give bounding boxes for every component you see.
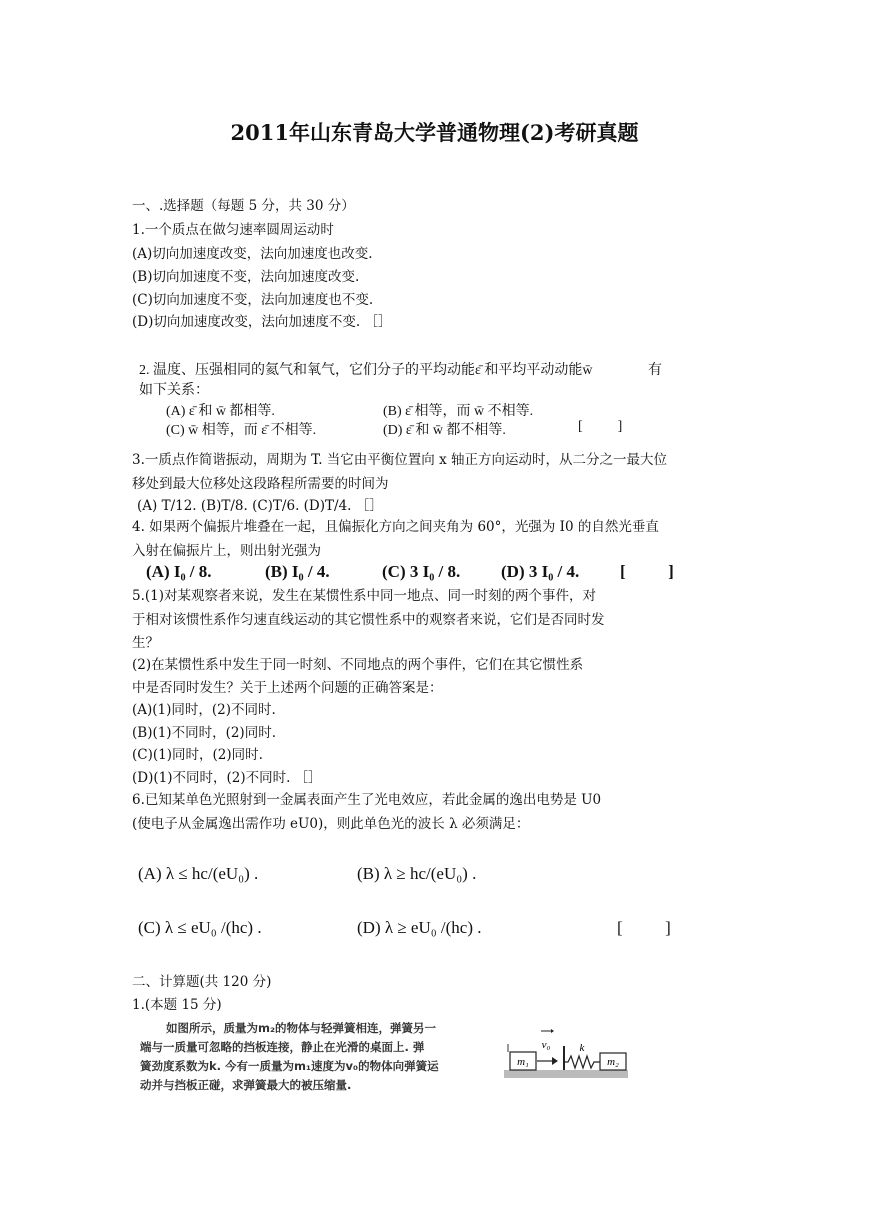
q3-stem-line2: 移处到最大位移处这段路程所需要的时间为 bbox=[132, 476, 389, 492]
q5-option-c: (C)(1)同时，(2)同时. bbox=[132, 747, 263, 763]
q2-option-d: (D) ε̄ 和 w̄ 都不相等. bbox=[383, 423, 506, 438]
q5-option-b: (B)(1)不同时，(2)同时. bbox=[132, 725, 276, 741]
q5-option-a: (A)(1)同时，(2)不同时. bbox=[132, 702, 276, 718]
q2-stem-end: 有 bbox=[648, 363, 662, 378]
section2-header: 二、计算题(共 120 分) bbox=[132, 974, 272, 990]
q2-answer-bracket: [ ] bbox=[578, 419, 623, 434]
q6-option-d: (D) λ ≥ eU₀ /(hc) . bbox=[357, 918, 482, 937]
q1-stem: 1.一个质点在做匀速率圆周运动时 bbox=[132, 222, 334, 238]
section1-header: 一、.选择题（每题 5 分，共 30 分） bbox=[132, 198, 355, 214]
q6-option-a: (A) λ ≤ hc/(eU₀) . bbox=[138, 864, 259, 883]
problem1-text-line1: 如图所示，质量为m₂的物体与轻弹簧相连，弹簧另一 bbox=[166, 1021, 437, 1035]
q6-answer-bracket: [ ] bbox=[617, 918, 671, 937]
mass-m1-label: m₁ bbox=[517, 1056, 529, 1068]
q5-line5: 中是否同时发生？关于上述两个问题的正确答案是： bbox=[132, 680, 443, 696]
q6-option-b: (B) λ ≥ hc/(eU₀) . bbox=[357, 864, 477, 883]
q6-line2: (使电子从金属逸出需作功 eU0)，则此单色光的波长 λ 必须满足： bbox=[132, 816, 530, 832]
problem1-text-line2: 端与一质量可忽略的挡板连接，静止在光滑的桌面上. 弹 bbox=[140, 1040, 425, 1054]
q3-options: (A) T/12. (B)T/8. (C)T/6. (D)T/4. ［］ bbox=[137, 498, 383, 514]
q5-line3: 生？ bbox=[132, 635, 159, 651]
problem1-label: 1.(本题 15 分) bbox=[132, 997, 222, 1013]
q1-option-b: (B)切向加速度不变，法向加速度改变. bbox=[132, 269, 360, 285]
q1-option-c: (C)切向加速度不变，法向加速度也不变. bbox=[132, 292, 374, 308]
q6-line1: 6.已知某单色光照射到一金属表面产生了光电效应，若此金属的逸出电势是 U0 bbox=[132, 792, 602, 808]
q4-option-b: (B) I₀ / 4. bbox=[265, 562, 330, 581]
q4-option-d: (D) 3 I₀ / 4. bbox=[501, 562, 580, 581]
q4-answer-bracket: [ ] bbox=[620, 562, 674, 581]
q4-stem-line2: 入射在偏振片上，则出射光强为 bbox=[132, 543, 321, 559]
q4-option-c: (C) 3 I₀ / 8. bbox=[382, 562, 461, 581]
mass-m2-label: m₂ bbox=[607, 1056, 619, 1068]
spring-constant-label: k bbox=[579, 1042, 585, 1054]
spring bbox=[564, 1056, 600, 1068]
problem1-text-line4: 动并与挡板正碰，求弹簧最大的被压缩量. bbox=[140, 1078, 352, 1092]
q1-option-d: (D)切向加速度改变，法向加速度不变. ［］ bbox=[132, 314, 392, 330]
q1-option-a: (A)切向加速度改变，法向加速度也改变. bbox=[132, 246, 373, 262]
q4-stem-line1: 4. 如果两个偏振片堆叠在一起，且偏振化方向之间夹角为 60°，光强为 I0 的自然光垂直 bbox=[132, 519, 659, 535]
q6-option-c: (C) λ ≤ eU₀ /(hc) . bbox=[138, 918, 262, 937]
q2-stem-cont: 如下关系： bbox=[139, 383, 209, 398]
q2-option-c: (C) w̄ 相等，而 ε̄ 不相等. bbox=[166, 423, 317, 438]
q4-option-a: (A) I₀ / 8. bbox=[146, 562, 212, 581]
q5-line2: 于相对该惯性系作匀速直线运动的其它惯性系中的观察者来说，它们是否同时发 bbox=[132, 612, 605, 628]
velocity-label: v₀ bbox=[541, 1039, 551, 1051]
q2-option-b: (B) ε̄ 相等，而 w̄ 不相等. bbox=[383, 404, 534, 419]
page-title: 2011年山东青岛大学普通物理(2)考研真题 bbox=[230, 120, 639, 145]
problem1-text-line3: 簧劲度系数为k. 今有一质量为m₁速度为v₀的物体向弹簧运 bbox=[140, 1059, 439, 1073]
q2-stem: 2. 温度、压强相同的氦气和氧气，它们分子的平均动能ε̄ 和平均平动动能w̄ bbox=[139, 363, 593, 378]
q5-line1: 5.(1)对某观察者来说，发生在某惯性系中同一地点、同一时刻的两个事件，对 bbox=[132, 588, 597, 604]
q5-option-d: (D)(1)不同时，(2)不同时. ［］ bbox=[132, 770, 322, 786]
q5-line4: (2)在某惯性系中发生于同一时刻、不同地点的两个事件，它们在其它惯性系 bbox=[132, 657, 584, 673]
q2-option-a: (A) ε̄ 和 w̄ 都相等. bbox=[166, 404, 275, 419]
spring-block-figure bbox=[500, 1026, 632, 1082]
q3-stem-line1: 3.一质点作简谐振动，周期为 T. 当它由平衡位置向 x 轴正方向运动时，从二分之一最大位 bbox=[132, 452, 667, 468]
